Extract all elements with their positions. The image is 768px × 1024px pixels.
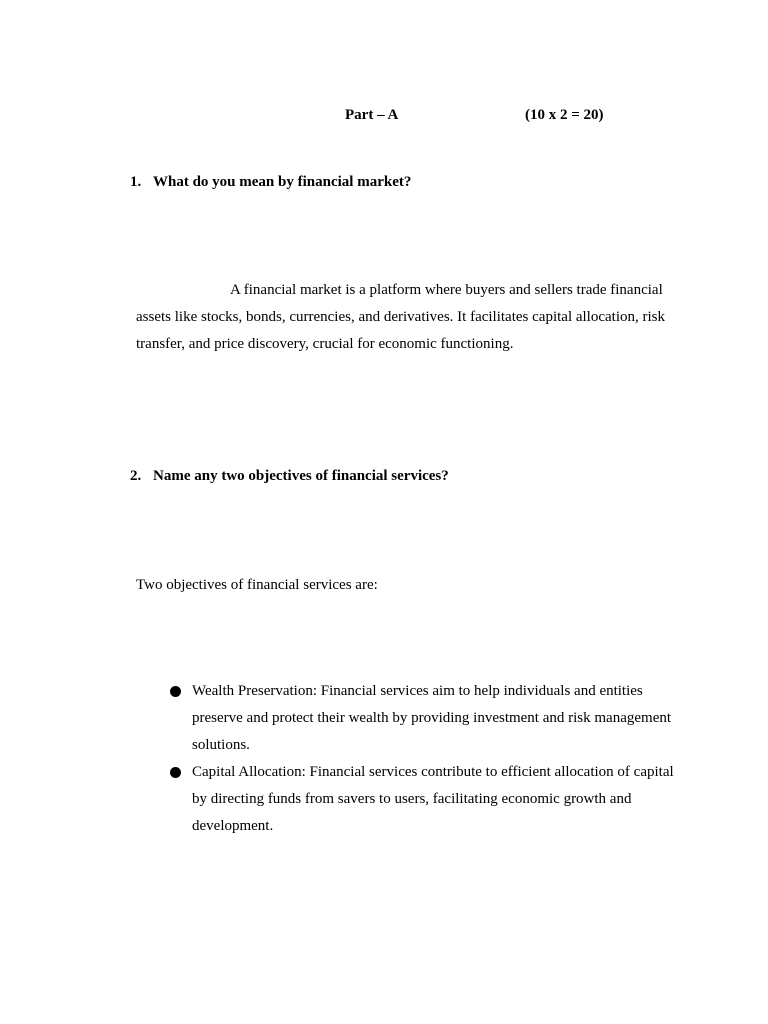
bullet-text: Wealth Preservation: Financial services aim to help individuals and entities preserve and protect their wealth by providing investment and risk management solutions. (192, 683, 672, 753)
bullet-icon (170, 767, 181, 778)
question-number: 1. (130, 174, 142, 190)
answer-2-intro: Two objectives of financial services are: (136, 577, 378, 593)
answer-1 (136, 277, 681, 358)
question-text: Name any two objectives of financial services? (153, 468, 449, 484)
bullet-icon (170, 686, 181, 697)
part-label: Part – A (345, 107, 399, 123)
section-header (0, 107, 768, 129)
marks-label: (10 x 2 = 20) (525, 107, 604, 123)
list-item (170, 759, 682, 840)
question-text: What do you mean by financial market? (153, 174, 412, 190)
answer-2-bullet-list (170, 678, 682, 840)
list-item (170, 678, 682, 759)
bullet-text: Capital Allocation: Financial services contribute to efficient allocation of capital by directing funds from savers to users, facilitating economic growth and development. (192, 764, 674, 834)
question-2 (130, 468, 449, 485)
question-1 (130, 174, 411, 191)
answer-text: A financial market is a platform where buyers and sellers trade financial assets like stocks, bonds, currencies, and derivatives. It facilitates capital allocation, risk transfer, and price discovery, crucial for economic functioning. (136, 282, 665, 352)
question-number: 2. (130, 468, 142, 484)
